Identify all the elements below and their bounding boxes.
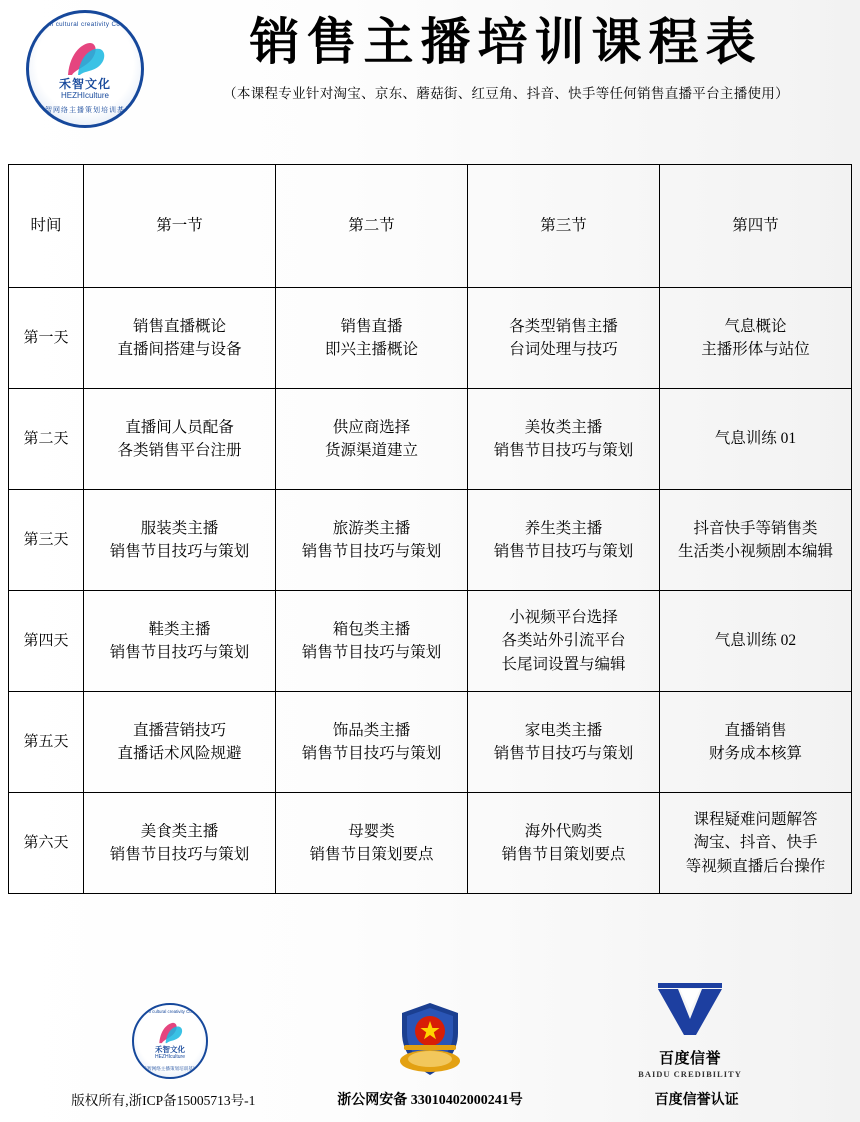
cell-line: 销售节目策划要点	[309, 846, 434, 863]
cell-line: 即兴主播概论	[324, 341, 418, 358]
baidu-label-cn: 百度信誉	[658, 1051, 721, 1067]
cell-line: 直播话术风险规避	[117, 745, 242, 762]
cell-line: 销售节目技巧与策划	[493, 442, 634, 459]
cell-line: 销售节目技巧与策划	[109, 846, 250, 863]
cell-line: 海外代购类	[524, 822, 603, 840]
cell-line: 各类站外引流平台	[501, 632, 626, 650]
row-header-day: 第二天	[9, 389, 84, 490]
baidu-credibility-icon	[640, 983, 740, 1041]
cell-line: 养生类主播	[524, 519, 603, 537]
table-row	[9, 490, 852, 591]
cell-line: 鞋类主播	[148, 620, 211, 638]
header	[0, 0, 860, 130]
cell-line: 销售直播概论	[132, 317, 226, 335]
badge-baidu-credibility	[575, 983, 805, 1079]
swirl-icon	[58, 39, 112, 79]
cell-line: 台词处理与技巧	[509, 341, 618, 358]
cell-line: 销售节目技巧与策划	[301, 543, 442, 560]
cell-line: 长尾词设置与编辑	[501, 655, 626, 673]
table-header-row	[9, 165, 852, 288]
table-cell	[660, 591, 852, 692]
table-cell	[660, 288, 852, 389]
baidu-certification-text: 百度信誉认证	[654, 1093, 739, 1108]
logo-brand-cn: 禾智文化	[58, 77, 111, 91]
table-cell	[660, 692, 852, 793]
table-cell	[276, 490, 468, 591]
title-container	[170, 8, 860, 102]
seal-ring-text-bottom: 禾智网络主播策划培训基地	[142, 1066, 198, 1071]
table-cell	[468, 793, 660, 894]
cell-line: 旅游类主播	[332, 519, 411, 537]
table-cell	[468, 389, 660, 490]
cell-line: 淘宝、抖音、快手	[693, 834, 818, 852]
cell-line: 销售节目技巧与策划	[301, 745, 442, 762]
cell-line: 直播销售	[724, 721, 787, 739]
cell-line: 财务成本核算	[708, 745, 802, 762]
badge-company-seal	[55, 1003, 285, 1079]
cell-line: 服装类主播	[140, 519, 219, 537]
cell-line: 美妆类主播	[524, 418, 603, 436]
footer	[0, 987, 860, 1122]
table-cell	[660, 793, 852, 894]
logo-ring-text-bottom: 禾智网络主播策划培训基地	[37, 107, 133, 114]
table-cell	[84, 793, 276, 894]
cell-line: 销售节目技巧与策划	[109, 543, 250, 560]
cell-line: 美食类主播	[140, 822, 219, 840]
schedule-table-container	[0, 130, 860, 894]
table-cell	[276, 793, 468, 894]
table-cell	[468, 692, 660, 793]
page-title: 销售主播培训课程表	[249, 14, 763, 70]
row-header-day: 第一天	[9, 288, 84, 389]
table-row	[9, 288, 852, 389]
police-record-text: 浙公网安备 33010402000241号	[337, 1093, 523, 1108]
row-header-day: 第五天	[9, 692, 84, 793]
swirl-icon	[153, 1020, 187, 1046]
baidu-label-en: BAIDU CREDIBILITY	[638, 1069, 742, 1079]
cell-line: 家电类主播	[524, 721, 603, 739]
cell-line: 直播间人员配备	[125, 418, 234, 436]
cell-line: 课程疑难问题解答	[693, 811, 818, 829]
cell-line: 直播间搭建与设备	[117, 341, 242, 358]
cell-line: 销售节目技巧与策划	[109, 644, 250, 661]
table-row	[9, 692, 852, 793]
footer-text-line	[0, 1079, 860, 1119]
column-header-session-2: 第二节	[276, 165, 468, 288]
column-header-session-3: 第三节	[468, 165, 660, 288]
cell-line: 等视频直播后台操作	[685, 857, 826, 875]
table-cell	[84, 389, 276, 490]
table-cell	[84, 591, 276, 692]
table-cell	[276, 389, 468, 490]
table-row	[9, 591, 852, 692]
cell-line: 各类销售平台注册	[117, 442, 242, 459]
cell-line: 抖音快手等销售类	[693, 519, 818, 537]
cell-line: 销售节目技巧与策划	[301, 644, 442, 661]
cell-line: 货源渠道建立	[324, 442, 418, 459]
table-cell	[660, 389, 852, 490]
cell-line: 气息概论	[724, 317, 787, 335]
badge-police-emblem	[315, 999, 545, 1079]
column-header-session-4: 第四节	[660, 165, 852, 288]
row-header-day: 第四天	[9, 591, 84, 692]
logo-container	[0, 8, 170, 128]
cell-line: 小视频平台选择	[509, 609, 618, 627]
cell-line: 气息训练 02	[714, 632, 797, 650]
table-cell	[468, 288, 660, 389]
page-subtitle: （本课程专业针对淘宝、京东、蘑菇街、红豆角、抖音、快手等任何销售直播平台主播使用）	[223, 85, 789, 101]
cell-line: 销售节目技巧与策划	[493, 745, 634, 762]
table-cell	[84, 288, 276, 389]
schedule-table	[8, 164, 852, 894]
table-cell	[84, 692, 276, 793]
column-header-time: 时间	[9, 165, 84, 288]
logo-brand-en: HEZHIculture	[60, 91, 109, 100]
cell-line: 直播营销技巧	[132, 721, 226, 739]
table-cell	[660, 490, 852, 591]
cell-line: 供应商选择	[332, 418, 411, 436]
row-header-day: 第六天	[9, 793, 84, 894]
footer-badges	[0, 987, 860, 1079]
cell-line: 箱包类主播	[332, 620, 411, 638]
table-cell	[276, 288, 468, 389]
company-logo-icon	[26, 10, 144, 128]
police-emblem-icon	[384, 999, 476, 1079]
cell-line: 各类型销售主播	[509, 317, 618, 335]
copyright-text: 版权所有,浙ICP备15005713号-1	[71, 1093, 256, 1108]
table-row	[9, 389, 852, 490]
cell-line: 饰品类主播	[332, 721, 411, 739]
cell-line: 母婴类	[348, 822, 395, 840]
table-cell	[468, 490, 660, 591]
cell-line: 生活类小视频剧本编辑	[677, 543, 833, 560]
column-header-session-1: 第一节	[84, 165, 276, 288]
cell-line: 主播形体与站位	[701, 341, 810, 358]
table-cell	[84, 490, 276, 591]
company-seal-icon	[132, 1003, 208, 1079]
cell-line: 销售节目策划要点	[501, 846, 626, 863]
table-cell	[468, 591, 660, 692]
table-row	[9, 793, 852, 894]
row-header-day: 第三天	[9, 490, 84, 591]
seal-ring-text-top: Hezhi cultural creativity Co.,Ltd	[139, 1009, 201, 1014]
cell-line: 气息训练 01	[714, 430, 797, 448]
table-cell	[276, 692, 468, 793]
logo-ring-text-top: Hezhi cultural creativity Co.,Ltd	[35, 21, 135, 28]
cell-line: 销售节目技巧与策划	[493, 543, 634, 560]
table-cell	[276, 591, 468, 692]
seal-brand-en: HEZHIculture	[154, 1054, 185, 1060]
cell-line: 销售直播	[340, 317, 403, 335]
seal-brand-cn: 禾智文化	[155, 1045, 185, 1054]
